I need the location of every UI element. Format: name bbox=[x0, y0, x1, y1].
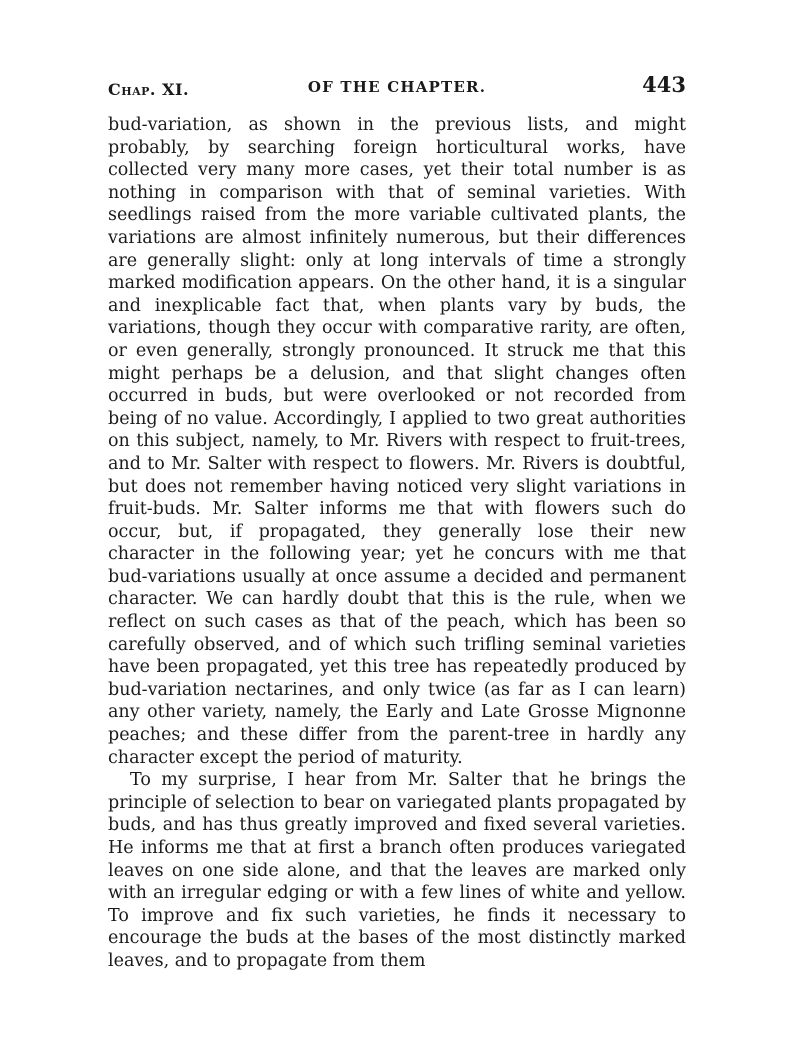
body-text bbox=[108, 114, 686, 973]
running-title: OF THE CHAPTER. bbox=[307, 78, 487, 96]
page-header bbox=[108, 72, 686, 108]
paragraph: To my surprise, I hear from Mr. Salter that he brings the principle of selection to bear on variegated plants propagated by buds, and has thus greatly improved and fixed several varieties. He informs me that at first a branch often produces variegated leaves on one side alone, and that the leaves are marked only with an irregular edging or with a few lines of white and yellow. To improve and fix such varieties, he finds it necessary to encourage the buds at the bases of the most distinctly marked leaves, and to propagate from them bbox=[108, 770, 686, 971]
chapter-label: Chap. XI. bbox=[108, 80, 190, 99]
paragraph: bud-variation, as shown in the previous lists, and might probably, by searching foreign horticultural works, have collected very many more cases, yet their total number is as nothing in comparison with that of seminal varieties. With seedlings raised from the more variable cultivated plants, the variations are almost infinitely numerous, but their differences are generally slight: only at long intervals of time a strongly marked modification appears. On the other hand, it is a singular and inexplicable fact that, when plants vary by buds, the variations, though they occur with comparative rarity, are often, or even generally, strongly pronounced. It struck me that this might perhaps be a delusion, and that slight changes often occurred in buds, but were overlooked or not recorded from being of no value. Accordingly, I applied to two great authorities on this subject, namely, to Mr. Rivers with respect to fruit-trees, and to Mr. Salter with respect to flowers. Mr. Rivers is doubtful, but does not remember having noticed very slight variations in fruit-buds. Mr. Salter informs me that with flowers such do occur, but, if propagated, they generally lose their new character in the following year; yet he concurs with me that bud-variations usually at once assume a decided and permanent character. We can hardly doubt that this is the rule, when we reflect on such cases as that of the peach, which has been so carefully observed, and of which such trifling seminal varieties have been propagated, yet this tree has repeatedly produced by bud-variation nectarines, and only twice (as far as I can learn) any other variety, namely, the Early and Late Grosse Mignonne peaches; and these differ from the parent-tree in hardly any character except the period of maturity. bbox=[108, 115, 686, 768]
page-number: 443 bbox=[642, 72, 686, 97]
book-page bbox=[108, 72, 686, 992]
